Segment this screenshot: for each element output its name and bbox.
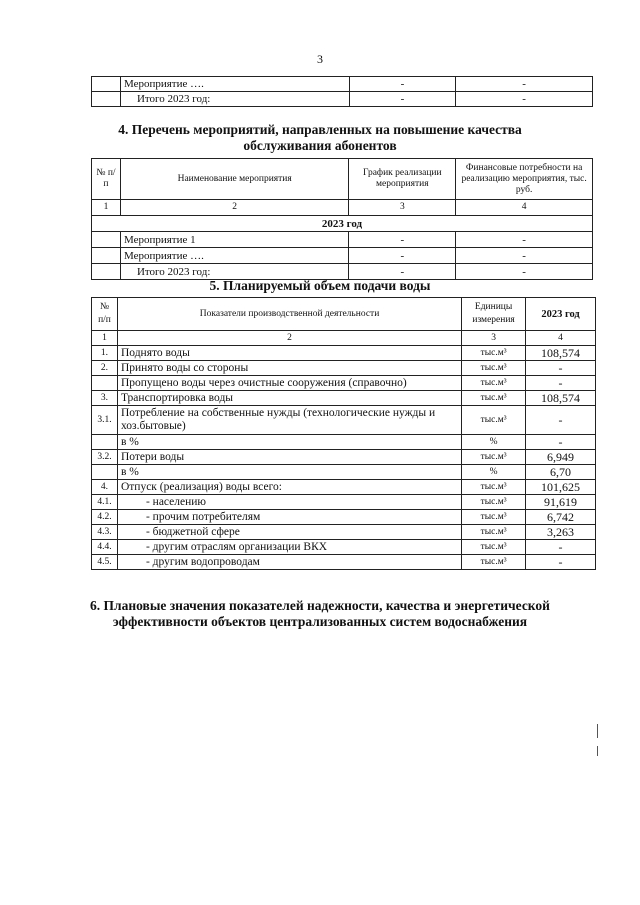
table-row: Мероприятие 1 - - <box>92 232 593 248</box>
indicator-name: - другим водопроводам <box>117 555 461 570</box>
value-cell: 6,70 <box>526 465 596 480</box>
indicator-name: Потребление на собственные нужды (технологические нужды и хоз.бытовые) <box>117 406 461 435</box>
table-row <box>92 361 596 376</box>
value-cell: - <box>526 555 596 570</box>
value-cell: - <box>526 435 596 450</box>
value-cell: 91,619 <box>526 495 596 510</box>
unit-cell: тыс.м³ <box>462 480 526 495</box>
indicator-name: Поднято воды <box>117 346 461 361</box>
value-cell: - <box>526 376 596 391</box>
table-row <box>92 480 596 495</box>
table-row <box>92 465 596 480</box>
indicator-name: - бюджетной сфере <box>117 525 461 540</box>
table-row <box>92 391 596 406</box>
table-row <box>92 435 596 450</box>
table-row: Итого 2023 год: - - <box>92 264 593 280</box>
event-name: Мероприятие …. <box>120 248 348 264</box>
indicator-name: в % <box>117 465 461 480</box>
table-row <box>92 540 596 555</box>
finance-cell: - <box>456 92 593 107</box>
table-row <box>92 495 596 510</box>
value-cell: - <box>526 540 596 555</box>
table-row: Мероприятие …. - - <box>92 248 593 264</box>
section-4-title: 4. Перечень мероприятий, направленных на повышение качества обслуживания абонентов <box>118 122 522 153</box>
margin-mark <box>597 724 598 738</box>
unit-cell: тыс.м³ <box>462 376 526 391</box>
section-4-table <box>91 158 593 280</box>
indicator-name: - населению <box>117 495 461 510</box>
table-row <box>92 510 596 525</box>
row-number: 1. <box>92 346 118 361</box>
row-number: 3. <box>92 391 118 406</box>
unit-cell: тыс.м³ <box>462 555 526 570</box>
indicator-name: Отпуск (реализация) воды всего: <box>117 480 461 495</box>
margin-mark <box>597 746 598 756</box>
header-row <box>92 159 593 200</box>
row-number: 4.2. <box>92 510 118 525</box>
value-cell: - <box>526 406 596 435</box>
indicator-name: - прочим потребителям <box>117 510 461 525</box>
unit-cell: тыс.м³ <box>462 495 526 510</box>
unit-cell: тыс.м³ <box>462 406 526 435</box>
row-number: 4. <box>92 480 118 495</box>
table-continuation <box>91 76 593 107</box>
header-schedule: График реализации мероприятия <box>349 159 456 200</box>
header-year: 2023 год <box>526 298 596 331</box>
indicator-name: в % <box>117 435 461 450</box>
table-row <box>92 450 596 465</box>
unit-cell: тыс.м³ <box>462 510 526 525</box>
event-name: Мероприятие 1 <box>120 232 348 248</box>
column-numbers-row: 1 2 3 4 <box>92 331 596 346</box>
total-label: Итого 2023 год: <box>120 264 348 280</box>
unit-cell: тыс.м³ <box>462 391 526 406</box>
section-5-title: 5. Планируемый объем подачи воды <box>209 278 431 293</box>
section-5-table <box>91 297 596 570</box>
table-row <box>92 92 593 107</box>
header-row <box>92 298 596 331</box>
table-row <box>92 555 596 570</box>
row-number <box>92 376 118 391</box>
header-finance: Финансовые потребности на реализацию мероприятия, тыс. руб. <box>456 159 593 200</box>
row-number: 2. <box>92 361 118 376</box>
event-name: Мероприятие …. <box>120 77 349 92</box>
indicator-name: - другим отраслям организации ВКХ <box>117 540 461 555</box>
table-row <box>92 77 593 92</box>
row-number <box>92 435 118 450</box>
header-name: Показатели производственной деятельности <box>117 298 461 331</box>
unit-cell: тыс.м³ <box>462 346 526 361</box>
header-num: № п/п <box>92 298 118 331</box>
header-num: № п/п <box>92 159 121 200</box>
value-cell: - <box>526 361 596 376</box>
table-row <box>92 406 596 435</box>
header-unit: Единицы измерения <box>462 298 526 331</box>
section-6-title: 6. Плановые значения показателей надежности, качества и энергетической эффективности объектов централизованных систем водоснабжения <box>90 598 550 629</box>
year-label: 2023 год <box>92 216 593 232</box>
row-number: 4.5. <box>92 555 118 570</box>
column-numbers-row: 1 2 3 4 <box>92 200 593 216</box>
value-cell: 108,574 <box>526 346 596 361</box>
finance-cell: - <box>456 77 593 92</box>
indicator-name: Пропущено воды через очистные сооружения (справочно) <box>117 376 461 391</box>
value-cell: 108,574 <box>526 391 596 406</box>
indicator-name: Транспортировка воды <box>117 391 461 406</box>
header-name: Наименование мероприятия <box>120 159 348 200</box>
unit-cell: тыс.м³ <box>462 525 526 540</box>
table-row <box>92 376 596 391</box>
row-number: 4.4. <box>92 540 118 555</box>
unit-cell: % <box>462 435 526 450</box>
row-number: 4.3. <box>92 525 118 540</box>
table-row <box>92 346 596 361</box>
page-number: 3 <box>317 52 323 66</box>
year-row <box>92 216 593 232</box>
total-label: Итого 2023 год: <box>120 92 349 107</box>
value-cell: 6,949 <box>526 450 596 465</box>
value-cell: 3,263 <box>526 525 596 540</box>
table-row <box>92 525 596 540</box>
row-number: 3.2. <box>92 450 118 465</box>
row-number: 3.1. <box>92 406 118 435</box>
indicator-name: Принято воды со стороны <box>117 361 461 376</box>
schedule-cell: - <box>349 92 456 107</box>
unit-cell: тыс.м³ <box>462 361 526 376</box>
value-cell: 101,625 <box>526 480 596 495</box>
indicator-name: Потери воды <box>117 450 461 465</box>
row-number: 4.1. <box>92 495 118 510</box>
unit-cell: % <box>462 465 526 480</box>
value-cell: 6,742 <box>526 510 596 525</box>
unit-cell: тыс.м³ <box>462 450 526 465</box>
unit-cell: тыс.м³ <box>462 540 526 555</box>
row-number <box>92 465 118 480</box>
schedule-cell: - <box>349 77 456 92</box>
